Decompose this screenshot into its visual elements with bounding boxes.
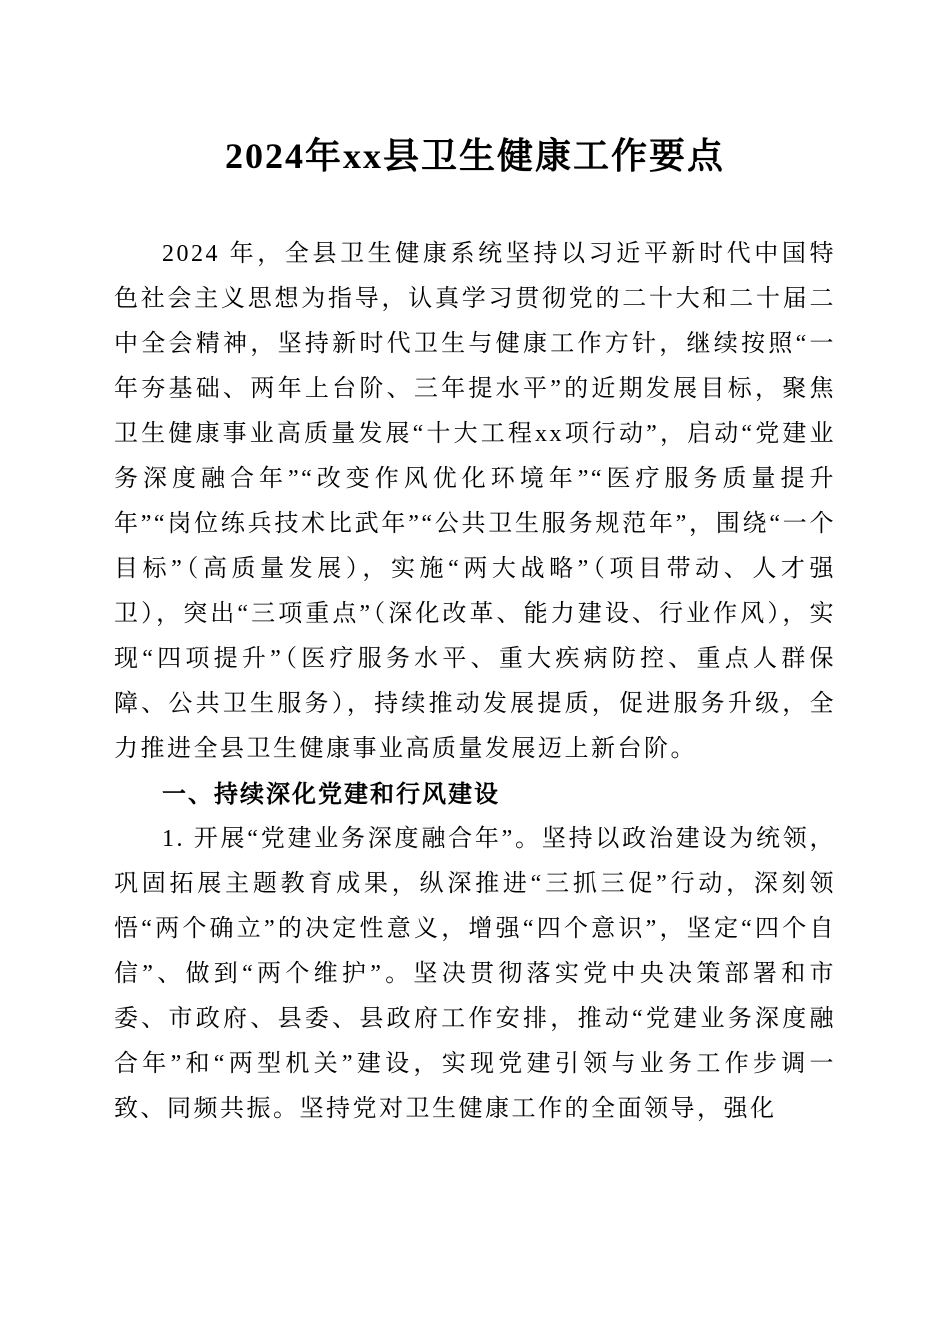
section-1-heading: 一、持续深化党建和行风建设: [162, 781, 500, 808]
document-title: 2024年xx县卫生健康工作要点: [224, 136, 725, 176]
section-1-paragraph-1: 1. 开展“党建业务深度融合年”。坚持以政治建设为统领，巩固拓展主题教育成果，纵深推进“三抓三促”行动，深刻领悟“两个确立”的决定性意义，增强“四个意识”，坚定“四个自信”、做到“两个维护”。坚决贯彻落实党中央决策部署和市委、市政府、县委、县政府工作安排，推动“党建业务深度融合年”和“两型机关”建设，实现党建引领与业务工作步调一致、同频共振。坚持党对卫生健康工作的全面领导，强化: [114, 826, 836, 1122]
intro-paragraph: 2024 年，全县卫生健康系统坚持以习近平新时代中国特色社会主义思想为指导，认真学习贯彻党的二十大和二十届二中全会精神，坚持新时代卫生与健康工作方针，继续按照“一年夯基础、两年上台阶、三年提水平”的近期发展目标，聚焦卫生健康事业高质量发展“十大工程xx项行动”，启动“党建业务深度融合年”“改变作风优化环境年”“医疗服务质量提升年”“岗位练兵技术比武年”“公共卫生服务规范年”，围绕“一个目标”（高质量发展），实施“两大战略”（项目带动、人才强卫），突出“三项重点”（深化改革、能力建设、行业作风），实现“四项提升”（医疗服务水平、重大疾病防控、重点人群保障、公共卫生服务），持续推动发展提质，促进服务升级，全力推进全县卫生健康事业高质量发展迈上新台阶。: [114, 241, 836, 762]
